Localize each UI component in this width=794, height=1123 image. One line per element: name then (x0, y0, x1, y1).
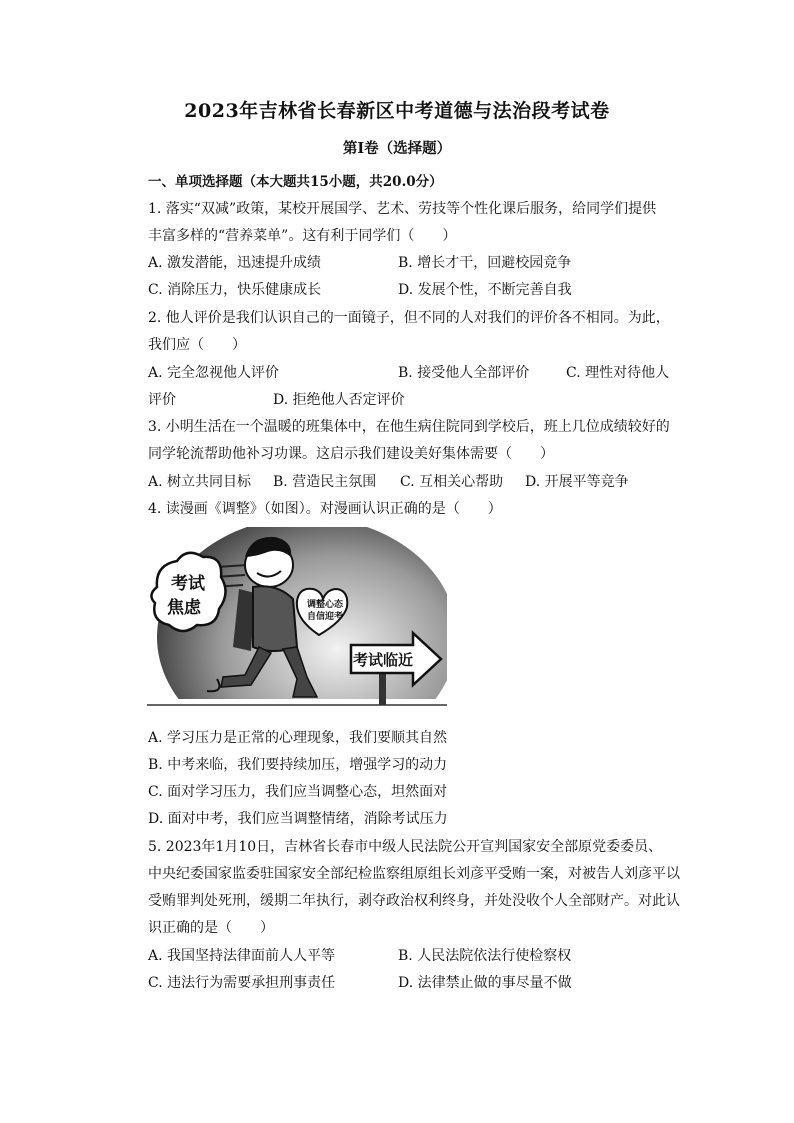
bubble-text-2: 焦虑 (167, 598, 201, 618)
q5-stem-line4: 识正确的是（ ） (148, 920, 274, 936)
exam-title: 2023年吉林省长春新区中考道德与法治段考试卷 (184, 100, 610, 122)
part-title: 第I卷（选择题） (342, 140, 452, 157)
q3-option-a: A. 树立共同目标 (148, 474, 252, 490)
q4-stem: 4. 读漫画《调整》（如图）。对漫画认识正确的是（ ） (148, 501, 502, 517)
q2-option-c: C. 理性对待他人 (566, 365, 670, 381)
q5-stem-line3: 受贿罪判处死刑，缓期二年执行，剥夺政治权利终身，并处没收个人全部财产。对此认 (148, 893, 680, 909)
q5-stem-line2: 中央纪委国家监委驻国家安全部纪检监察组原组长刘彦平受贿一案，对被告人刘彦平以 (148, 866, 680, 882)
q1-option-c: C. 消除压力，快乐健康成长 (148, 282, 322, 298)
heart-text-2: 自信迎考 (307, 612, 344, 622)
q3-option-c: C. 互相关心帮助 (400, 474, 504, 490)
q4-option-a: A. 学习压力是正常的心理现象，我们要顺其自然 (148, 730, 448, 746)
cartoon-adjustment-image (147, 527, 447, 715)
q1-option-a: A. 激发潜能，迅速提升成绩 (148, 255, 322, 271)
q2-option-a: A. 完全忽视他人评价 (148, 365, 280, 381)
q2-option-d: D. 拒绝他人否定评价 (273, 392, 405, 408)
q2-stem-line1: 2. 他人评价是我们认识自己的一面镜子，但不同的人对我们的评价各不相同。为此， (148, 310, 670, 326)
bubble-text-1: 考试 (171, 574, 205, 594)
q3-stem-line2: 同学轮流帮助他补习功课。这启示我们建设美好集体需要（ ） (148, 446, 554, 462)
q1-option-b: B. 增长才干，回避校园竞争 (398, 255, 572, 271)
sign-text: 考试临近 (353, 651, 414, 669)
q2-option-b: B. 接受他人全部评价 (398, 365, 530, 381)
q1-stem-line1: 1. 落实“双减”政策，某校开展国学、艺术、劳技等个性化课后服务，给同学们提供 (148, 201, 657, 217)
q1-stem-line2: 丰富多样的“营养菜单”。这有利于同学们（ ） (148, 228, 457, 244)
q5-stem-line1: 5. 2023年1月10日，吉林省长春市中级人民法院公开宣判国家安全部原党委委员、 (148, 839, 663, 855)
q5-option-d: D. 法律禁止做的事尽量不做 (398, 975, 572, 991)
heart-text-1: 调整心态 (307, 600, 344, 610)
q4-option-c: C. 面对学习压力，我们应当调整心态，坦然面对 (148, 784, 448, 800)
q3-stem-line1: 3. 小明生活在一个温暖的班集体中，在他生病住院同到学校后，班上几位成绩较好的 (148, 419, 670, 435)
section-heading: 一、单项选择题（本大题共15小题，共20.0分） (148, 174, 443, 190)
q4-option-b: B. 中考来临，我们要持续加压，增强学习的动力 (148, 757, 448, 773)
q2-stem-line2: 我们应（ ） (148, 337, 246, 353)
q5-option-c: C. 违法行为需要承担刑事责任 (148, 975, 336, 991)
q5-option-a: A. 我国坚持法律面前人人平等 (148, 948, 336, 964)
q3-option-b: B. 营造民主氛围 (273, 474, 377, 490)
q5-option-b: B. 人民法院依法行使检察权 (398, 948, 572, 964)
q3-option-d: D. 开展平等竞争 (525, 474, 629, 490)
q4-option-d: D. 面对中考，我们应当调整情绪，消除考试压力 (148, 811, 448, 827)
q1-option-d: D. 发展个性，不断完善自我 (398, 282, 572, 298)
q2-option-c-continued: 评价 (148, 392, 176, 408)
